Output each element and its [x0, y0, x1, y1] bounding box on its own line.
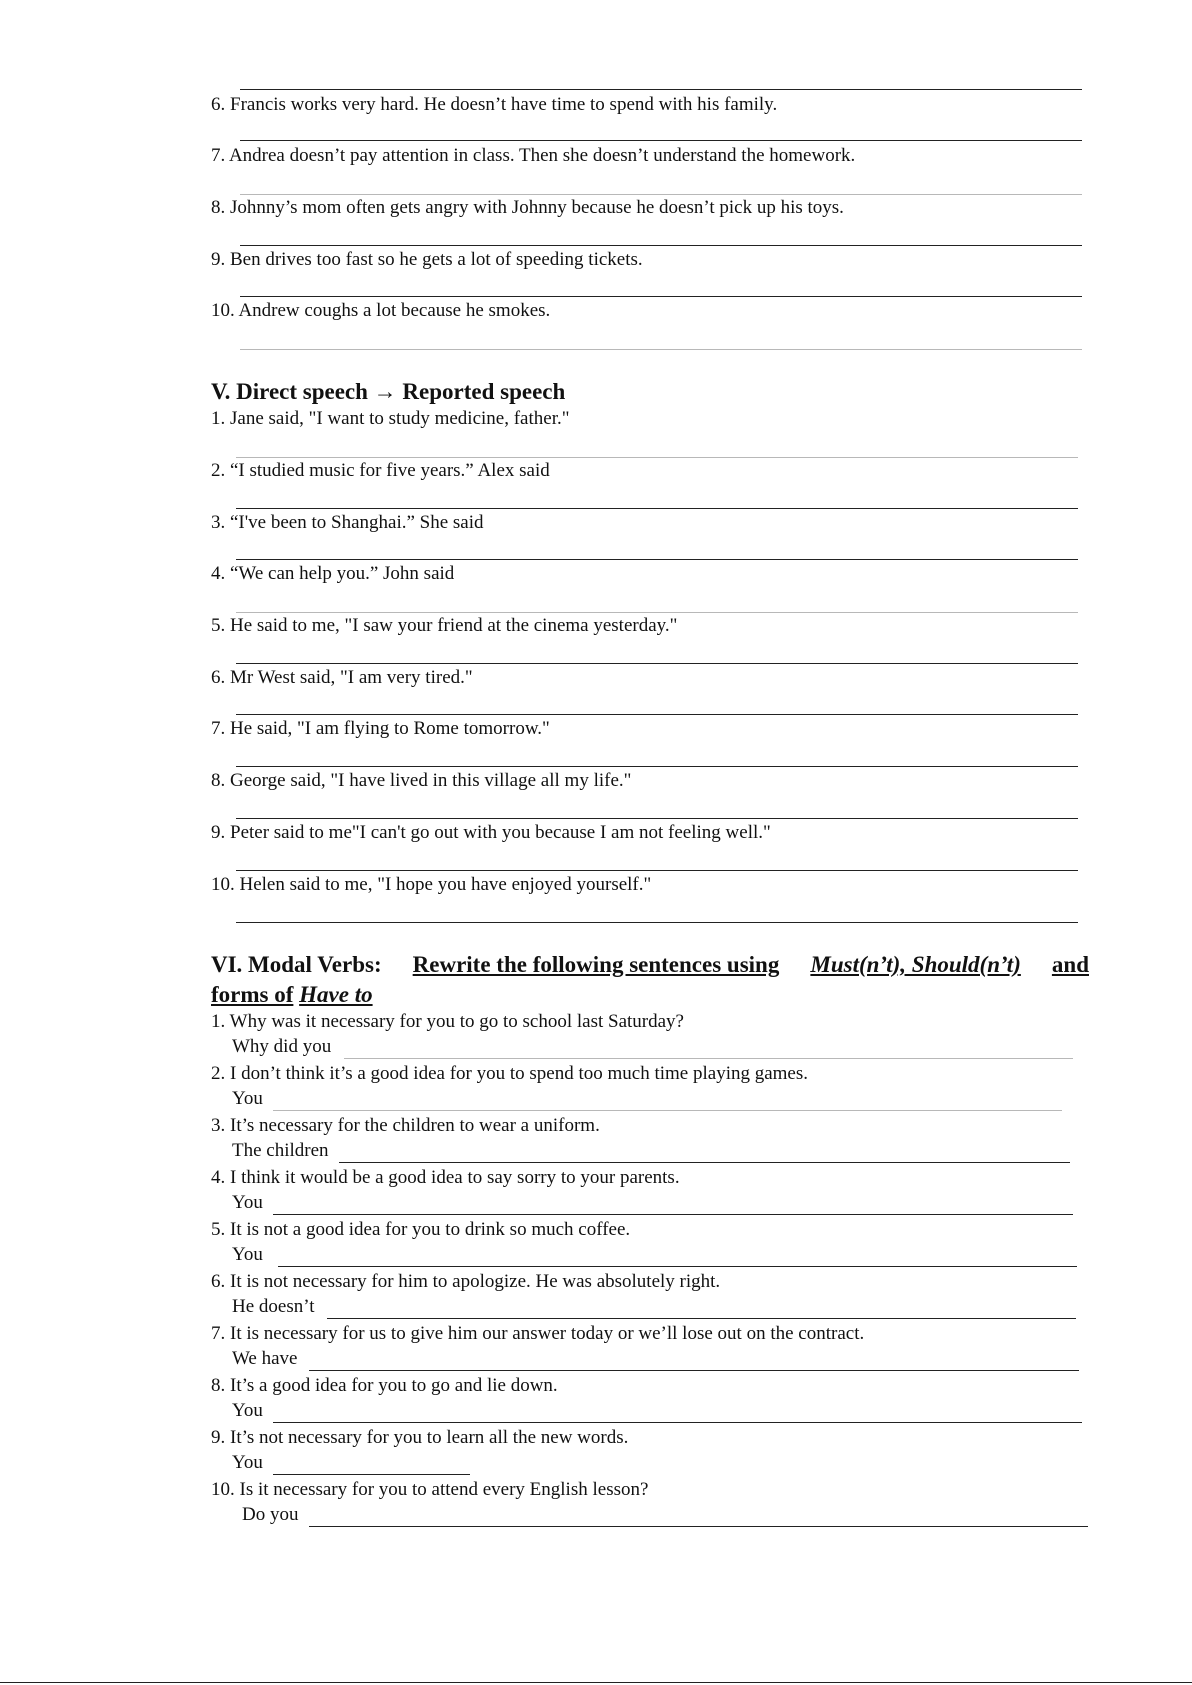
- answer-line[interactable]: [236, 508, 1078, 509]
- answer-line[interactable]: [236, 457, 1078, 458]
- exercise-item: 5. It is not a good idea for you to drink so much coffee.: [211, 1219, 631, 1240]
- answer-line[interactable]: [273, 1110, 1062, 1111]
- answer-line[interactable]: [240, 349, 1082, 350]
- answer-line[interactable]: [240, 296, 1082, 297]
- answer-line[interactable]: [240, 245, 1082, 246]
- section-title: [211, 952, 1089, 978]
- answer-line[interactable]: [236, 663, 1078, 664]
- rewrite-starter: You: [232, 1452, 263, 1473]
- answer-line[interactable]: [236, 559, 1078, 560]
- section-instruction-have-to: Have to: [299, 982, 373, 1007]
- exercise-item: 1. Why was it necessary for you to go to school last Saturday?: [211, 1011, 684, 1032]
- answer-line[interactable]: [309, 1370, 1079, 1371]
- rewrite-starter: Why did you: [232, 1036, 332, 1057]
- rewrite-starter: You: [232, 1244, 263, 1265]
- rewrite-starter: You: [232, 1088, 263, 1109]
- section-title: V. Direct speech → Reported speech: [211, 379, 566, 404]
- section-instruction-forms: forms of: [211, 982, 294, 1007]
- exercise-item: 9. Peter said to me"I can't go out with you because I am not feeling well.": [211, 822, 771, 843]
- exercise-item: 7. He said, "I am flying to Rome tomorrow.": [211, 718, 550, 739]
- section-instruction-and: and: [1051, 952, 1089, 977]
- exercise-item: 6. Mr West said, "I am very tired.": [211, 667, 473, 688]
- answer-line[interactable]: [273, 1214, 1073, 1215]
- answer-line[interactable]: [240, 89, 1082, 90]
- answer-line[interactable]: [236, 612, 1078, 613]
- answer-line[interactable]: [273, 1474, 470, 1475]
- section-instruction-modals: Must(n’t), Should(n’t): [810, 952, 1021, 977]
- exercise-item: 10. Is it necessary for you to attend every English lesson?: [211, 1479, 649, 1500]
- rewrite-starter: We have: [232, 1348, 298, 1369]
- exercise-item: 6. It is not necessary for him to apologize. He was absolutely right.: [211, 1271, 721, 1292]
- exercise-item: 10. Helen said to me, "I hope you have enjoyed yourself.": [211, 874, 652, 895]
- exercise-item: 6. Francis works very hard. He doesn’t have time to spend with his family.: [211, 94, 778, 115]
- answer-line[interactable]: [273, 1422, 1082, 1423]
- answer-line[interactable]: [236, 714, 1078, 715]
- answer-line[interactable]: [240, 194, 1082, 195]
- exercise-item: 7. It is necessary for us to give him our answer today or we’ll lose out on the contract.: [211, 1323, 865, 1344]
- answer-line[interactable]: [236, 870, 1078, 871]
- exercise-item: 4. I think it would be a good idea to say sorry to your parents.: [211, 1167, 680, 1188]
- section-title-label: VI. Modal Verbs:: [211, 952, 382, 977]
- rewrite-starter: Do you: [242, 1504, 299, 1525]
- rewrite-starter: He doesn’t: [232, 1296, 315, 1317]
- exercise-item: 4. “We can help you.” John said: [211, 563, 455, 584]
- answer-line[interactable]: [344, 1058, 1073, 1059]
- section-instruction: Rewrite the following sentences using: [412, 952, 780, 977]
- exercise-item: 7. Andrea doesn’t pay attention in class. Then she doesn’t understand the homework.: [211, 145, 856, 166]
- page-bottom-edge: [0, 1682, 1192, 1683]
- exercise-item: 3. “I've been to Shanghai.” She said: [211, 512, 484, 533]
- exercise-item: 8. George said, "I have lived in this village all my life.": [211, 770, 632, 791]
- answer-line[interactable]: [278, 1266, 1077, 1267]
- answer-line[interactable]: [240, 140, 1082, 141]
- exercise-item: 8. Johnny’s mom often gets angry with Johnny because he doesn’t pick up his toys.: [211, 197, 844, 218]
- exercise-item: 1. Jane said, "I want to study medicine, father.": [211, 408, 570, 429]
- exercise-item: 5. He said to me, "I saw your friend at the cinema yesterday.": [211, 615, 678, 636]
- answer-line[interactable]: [236, 818, 1078, 819]
- rewrite-starter: The children: [232, 1140, 329, 1161]
- exercise-item: 3. It’s necessary for the children to wear a uniform.: [211, 1115, 600, 1136]
- exercise-item: 2. I don’t think it’s a good idea for you to spend too much time playing games.: [211, 1063, 809, 1084]
- rewrite-starter: You: [232, 1400, 263, 1421]
- rewrite-starter: You: [232, 1192, 263, 1213]
- exercise-item: 9. Ben drives too fast so he gets a lot of speeding tickets.: [211, 249, 643, 270]
- exercise-item: 9. It’s not necessary for you to learn all the new words.: [211, 1427, 629, 1448]
- answer-line[interactable]: [309, 1526, 1088, 1527]
- answer-line[interactable]: [339, 1162, 1070, 1163]
- answer-line[interactable]: [236, 766, 1078, 767]
- exercise-item: 8. It’s a good idea for you to go and lie down.: [211, 1375, 558, 1396]
- answer-line[interactable]: [236, 922, 1078, 923]
- section-title-continued: [211, 982, 373, 1008]
- exercise-item: 10. Andrew coughs a lot because he smokes.: [211, 300, 551, 321]
- exercise-item: 2. “I studied music for five years.” Alex said: [211, 460, 550, 481]
- answer-line[interactable]: [327, 1318, 1076, 1319]
